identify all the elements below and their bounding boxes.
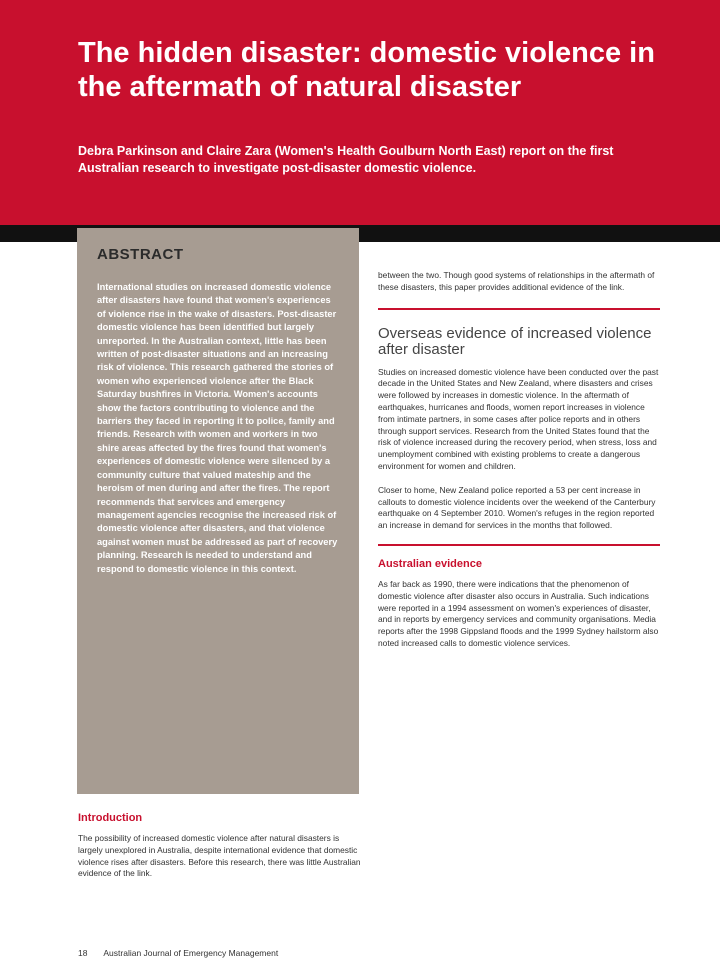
introduction-section <box>78 812 363 880</box>
article-title: The hidden disaster: domestic violence in the aftermath of natural disaster <box>78 37 655 103</box>
page-number: 18 <box>78 948 88 958</box>
overseas-paragraph-2: Closer to home, New Zealand police reported a 53 per cent increase in callouts to domestic violence incidents over the weekend of the Canterbury earthquake on 4 September 2010. Women's refuges in the region reported an increase in demand for services in the months that followed. <box>378 484 656 531</box>
title-banner <box>0 0 720 225</box>
australian-paragraph-1: As far back as 1990, there were indications that the phenomenon of domestic violence after disaster also occurs in Australia. Such indications were reported in a 1994 assessment on women's experiences of disaster, and in reports by emergency services and community organisations. Media reports after the 1998 Gippsland floods and the 1999 Sydney hailstorm also noted increased calls to domestic violence services. <box>378 578 659 648</box>
page-footer <box>78 948 292 958</box>
overseas-paragraph-1: Studies on increased domestic violence have been conducted over the past decade in the United States and New Zealand, where disasters and crises were followed by increases in domestic violence. In the aftermath of earthquakes, hurricanes and floods, women report increases in violence from intimate partners, in some cases after police reports and in others through support services. Research from the United States found that the risk of violence increased during the recovery period, when stress, loss and unemployment combined with existing problems to create a dangerous environment for women and children. <box>378 366 659 471</box>
overseas-heading: Overseas evidence of increased violence after disaster <box>378 324 652 358</box>
introduction-text: The possibility of increased domestic violence after natural disasters is largely unexplored in Australia, despite international evidence that domestic violence rises after disasters. Before this research, there was little Australian evidence of the link. <box>78 833 361 879</box>
publication-name: Australian Journal of Emergency Management <box>103 948 279 958</box>
section-divider <box>378 544 660 546</box>
australian-heading: Australian evidence <box>378 557 482 570</box>
abstract-heading: ABSTRACT <box>97 246 184 263</box>
introduction-heading: Introduction <box>78 812 143 824</box>
right-column <box>378 270 660 662</box>
abstract-text: International studies on increased domestic violence after disasters have found that women's experiences of violence rise in the wake of disasters. Post-disaster domestic violence has been identified but largely unreported. In the Australian context, little has been written of post-disaster situations and an increasing risk of violence. This research gathered the stories of women who experienced violence after the Black Saturday bushfires in Victoria. Women's accounts show the factors contributing to violence and the barriers they faced in reporting it to police, family and friends. Research with women and workers in two shire areas affected by the fires found that women's experiences of domestic violence were silenced by a community culture that valued mateship and the heroism of men during and after the fires. The report recommends that services and emergency management agencies recognise the increased risk of domestic violence after disasters, and that violence against women must be addressed as part of recovery planning. Research is needed to understand and respond to domestic violence in this context. <box>97 282 338 574</box>
abstract-box <box>77 228 359 794</box>
right-column-intro: between the two. Though good systems of relationships in the aftermath of these disasters, this paper provides additional evidence of the link. <box>378 270 655 292</box>
section-divider <box>378 308 660 310</box>
article-subtitle: Debra Parkinson and Claire Zara (Women's Health Goulburn North East) report on the first Australian research to investigate post-disaster domestic violence. <box>78 144 614 175</box>
